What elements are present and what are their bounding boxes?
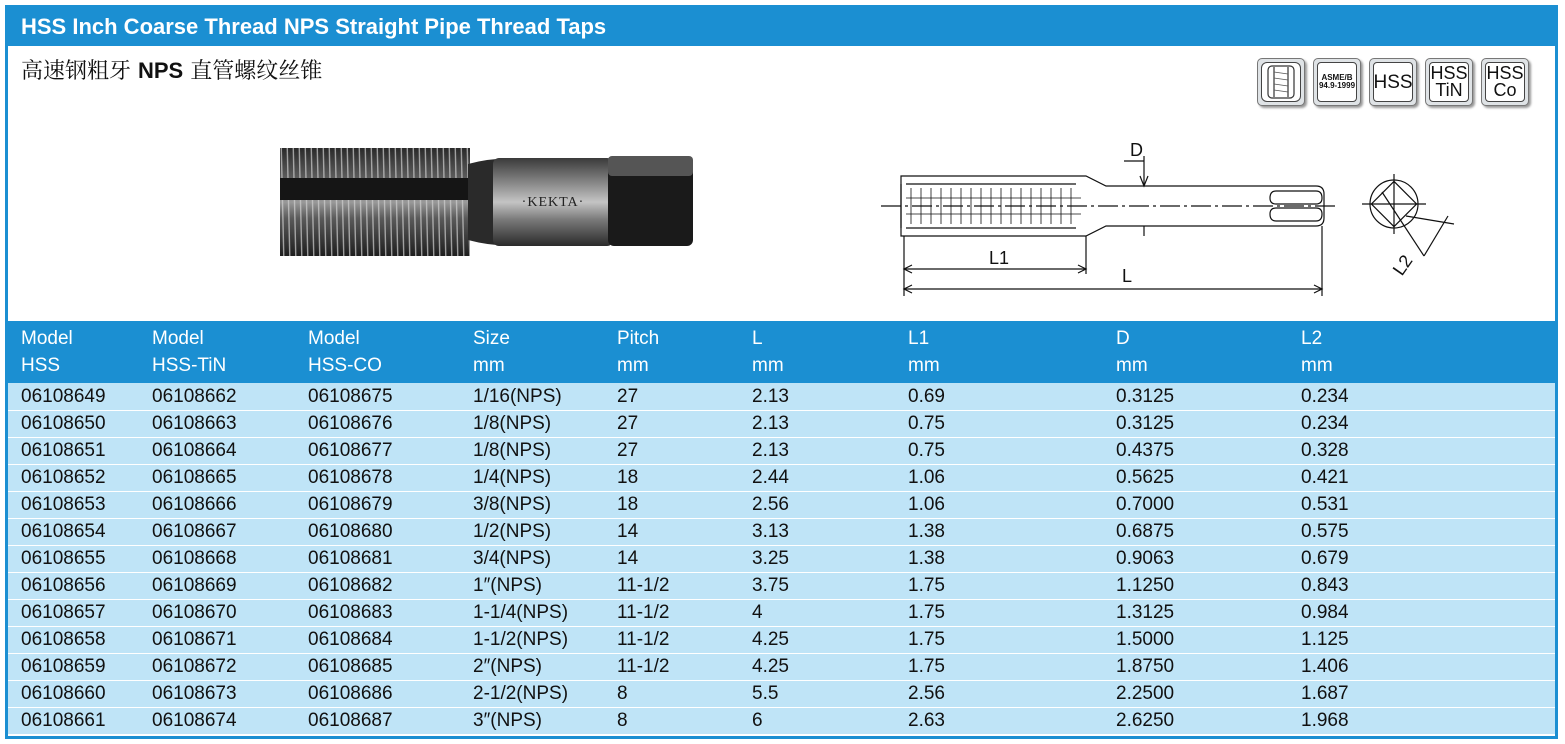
table-cell: 2.13: [739, 437, 895, 464]
table-cell: 06108650: [8, 410, 139, 437]
table-cell: 0.843: [1288, 572, 1555, 599]
table-cell: 1.406: [1288, 653, 1555, 680]
table-cell: 4: [739, 599, 895, 626]
column-unit-1: HSS-TiN: [139, 352, 295, 383]
column-header-3: Size: [460, 321, 604, 352]
table-cell: 06108651: [8, 437, 139, 464]
table-cell: 06108677: [295, 437, 460, 464]
page-subtitle: [21, 54, 322, 85]
table-cell: 1.75: [895, 572, 1103, 599]
table-cell: 06108686: [295, 680, 460, 707]
table-cell: 06108665: [139, 464, 295, 491]
table-cell: 0.234: [1288, 383, 1555, 410]
table-cell: 0.7000: [1103, 491, 1288, 518]
table-cell: 06108687: [295, 707, 460, 734]
table-cell: 0.75: [895, 410, 1103, 437]
hss-co-line2: Co: [1493, 80, 1517, 100]
table-cell: 06108680: [295, 518, 460, 545]
table-cell: 1.687: [1288, 680, 1555, 707]
table-cell: 6: [739, 707, 895, 734]
table-cell: 06108669: [139, 572, 295, 599]
table-cell: 06108670: [139, 599, 295, 626]
tap-photo: [268, 136, 708, 266]
table-row: [8, 599, 1555, 626]
table-cell: 06108666: [139, 491, 295, 518]
table-cell: 3.25: [739, 545, 895, 572]
table-cell: 1/16(NPS): [460, 383, 604, 410]
asme-line1: ASME/B: [1321, 73, 1353, 82]
table-cell: 0.69: [895, 383, 1103, 410]
hss-co-badge: [1481, 58, 1529, 106]
catalog-panel: [5, 5, 1558, 739]
table-cell: 3/8(NPS): [460, 491, 604, 518]
table-cell: 06108663: [139, 410, 295, 437]
column-unit-3: mm: [460, 352, 604, 383]
column-header-6: L1: [895, 321, 1103, 352]
table-cell: 06108660: [8, 680, 139, 707]
table-cell: 2.56: [739, 491, 895, 518]
table-row: [8, 383, 1555, 410]
table-cell: 06108674: [139, 707, 295, 734]
table-row: [8, 707, 1555, 734]
column-unit-0: HSS: [8, 352, 139, 383]
table-cell: 1/8(NPS): [460, 437, 604, 464]
table-cell: 8: [604, 707, 739, 734]
table-cell: 0.421: [1288, 464, 1555, 491]
table-cell: 1.75: [895, 626, 1103, 653]
table-cell: 2.63: [895, 707, 1103, 734]
table-row: [8, 572, 1555, 599]
column-unit-5: mm: [739, 352, 895, 383]
table-cell: 1-1/2(NPS): [460, 626, 604, 653]
table-cell: 1.38: [895, 545, 1103, 572]
table-cell: 1.06: [895, 491, 1103, 518]
table-cell: 27: [604, 383, 739, 410]
table-cell: 06108657: [8, 599, 139, 626]
column-unit-7: mm: [1103, 352, 1288, 383]
table-cell: 11-1/2: [604, 626, 739, 653]
table-cell: 1.8750: [1103, 653, 1288, 680]
table-cell: 06108661: [8, 707, 139, 734]
hss-co-line1: HSS: [1486, 63, 1524, 83]
table-cell: 06108678: [295, 464, 460, 491]
table-cell: 06108653: [8, 491, 139, 518]
table-cell: 2.44: [739, 464, 895, 491]
table-cell: 2.6250: [1103, 707, 1288, 734]
table-cell: 0.679: [1288, 545, 1555, 572]
table-row: [8, 437, 1555, 464]
label-l: L: [1122, 266, 1133, 286]
table-cell: 06108655: [8, 545, 139, 572]
table-cell: 06108681: [295, 545, 460, 572]
table-row: [8, 410, 1555, 437]
hss-badge: [1369, 58, 1417, 106]
table-cell: 06108684: [295, 626, 460, 653]
table-cell: 27: [604, 410, 739, 437]
table-cell: 1.06: [895, 464, 1103, 491]
table-cell: 0.9063: [1103, 545, 1288, 572]
hss-tin-line2: TiN: [1435, 80, 1463, 100]
table-cell: 3.13: [739, 518, 895, 545]
spec-table-header: [8, 321, 1555, 383]
table-cell: 5.5: [739, 680, 895, 707]
straight-flute-icon: [1257, 58, 1305, 106]
table-cell: 11-1/2: [604, 599, 739, 626]
table-cell: 1.75: [895, 599, 1103, 626]
brand-mark: ·KEKTA·: [521, 195, 585, 210]
table-cell: 2.13: [739, 410, 895, 437]
table-cell: 1.968: [1288, 707, 1555, 734]
spec-table-body: [8, 383, 1555, 734]
table-cell: 18: [604, 464, 739, 491]
table-cell: 1-1/4(NPS): [460, 599, 604, 626]
table-cell: 3/4(NPS): [460, 545, 604, 572]
header-row-bottom: [8, 352, 1555, 383]
table-cell: 11-1/2: [604, 653, 739, 680]
table-cell: 0.3125: [1103, 410, 1288, 437]
table-cell: 2.13: [739, 383, 895, 410]
asme-standard-badge: [1313, 58, 1361, 106]
asme-line2: 94.9-1999: [1318, 81, 1356, 90]
table-cell: 06108676: [295, 410, 460, 437]
table-cell: 14: [604, 545, 739, 572]
hss-tin-badge: [1425, 58, 1473, 106]
subtitle-suffix: 直管螺纹丝锥: [183, 59, 323, 84]
table-cell: 1.1250: [1103, 572, 1288, 599]
column-header-7: D: [1103, 321, 1288, 352]
table-cell: 27: [604, 437, 739, 464]
label-l2: L2: [1388, 251, 1417, 280]
table-row: [8, 518, 1555, 545]
subtitle-prefix: 高速钢粗牙: [21, 59, 138, 84]
table-cell: 06108671: [139, 626, 295, 653]
column-header-1: Model: [139, 321, 295, 352]
column-header-2: Model: [295, 321, 460, 352]
table-cell: 06108659: [8, 653, 139, 680]
table-cell: 1″(NPS): [460, 572, 604, 599]
table-cell: 06108652: [8, 464, 139, 491]
table-cell: 2.2500: [1103, 680, 1288, 707]
table-cell: 1.5000: [1103, 626, 1288, 653]
table-cell: 0.984: [1288, 599, 1555, 626]
table-cell: 2-1/2(NPS): [460, 680, 604, 707]
table-cell: 14: [604, 518, 739, 545]
column-unit-2: HSS-CO: [295, 352, 460, 383]
table-row: [8, 680, 1555, 707]
table-cell: 06108667: [139, 518, 295, 545]
table-cell: 4.25: [739, 653, 895, 680]
column-header-8: L2: [1288, 321, 1555, 352]
column-header-0: Model: [8, 321, 139, 352]
hss-tin-line1: HSS: [1430, 63, 1468, 83]
table-cell: 06108662: [139, 383, 295, 410]
header-row-top: [8, 321, 1555, 352]
table-cell: 06108682: [295, 572, 460, 599]
table-cell: 1.75: [895, 653, 1103, 680]
table-cell: 06108664: [139, 437, 295, 464]
table-cell: 0.75: [895, 437, 1103, 464]
table-cell: 1/8(NPS): [460, 410, 604, 437]
table-cell: 06108658: [8, 626, 139, 653]
table-row: [8, 626, 1555, 653]
table-cell: 1/4(NPS): [460, 464, 604, 491]
table-cell: 8: [604, 680, 739, 707]
table-cell: 11-1/2: [604, 572, 739, 599]
table-cell: 2.56: [895, 680, 1103, 707]
table-cell: 0.531: [1288, 491, 1555, 518]
table-cell: 1.38: [895, 518, 1103, 545]
table-cell: 3″(NPS): [460, 707, 604, 734]
table-cell: 0.234: [1288, 410, 1555, 437]
label-l1: L1: [989, 248, 1010, 268]
column-unit-6: mm: [895, 352, 1103, 383]
table-cell: 06108654: [8, 518, 139, 545]
table-cell: 06108668: [139, 545, 295, 572]
table-row: [8, 464, 1555, 491]
table-cell: 3.75: [739, 572, 895, 599]
table-cell: 06108649: [8, 383, 139, 410]
table-cell: 2″(NPS): [460, 653, 604, 680]
hss-label: HSS: [1373, 71, 1413, 93]
label-d: D: [1130, 140, 1143, 160]
table-cell: 0.5625: [1103, 464, 1288, 491]
subtitle-bold: NPS: [138, 58, 184, 83]
table-cell: 0.6875: [1103, 518, 1288, 545]
table-cell: 0.4375: [1103, 437, 1288, 464]
table-cell: 0.328: [1288, 437, 1555, 464]
table-cell: 06108675: [295, 383, 460, 410]
table-cell: 1.3125: [1103, 599, 1288, 626]
dimension-drawing: [876, 136, 1466, 306]
column-unit-8: mm: [1288, 352, 1555, 383]
table-cell: 06108673: [139, 680, 295, 707]
table-cell: 0.3125: [1103, 383, 1288, 410]
table-row: [8, 545, 1555, 572]
column-unit-4: mm: [604, 352, 739, 383]
table-cell: 18: [604, 491, 739, 518]
table-cell: 1.125: [1288, 626, 1555, 653]
spec-table: [8, 321, 1555, 734]
feature-badges: [1257, 58, 1529, 106]
table-cell: 4.25: [739, 626, 895, 653]
column-header-5: L: [739, 321, 895, 352]
table-row: [8, 491, 1555, 518]
column-header-4: Pitch: [604, 321, 739, 352]
table-cell: 06108685: [295, 653, 460, 680]
table-cell: 1/2(NPS): [460, 518, 604, 545]
table-row: [8, 653, 1555, 680]
table-cell: 06108656: [8, 572, 139, 599]
table-cell: 0.575: [1288, 518, 1555, 545]
table-cell: 06108672: [139, 653, 295, 680]
table-cell: 06108683: [295, 599, 460, 626]
page-title: HSS Inch Coarse Thread NPS Straight Pipe Thread Taps: [8, 8, 1555, 46]
table-cell: 06108679: [295, 491, 460, 518]
